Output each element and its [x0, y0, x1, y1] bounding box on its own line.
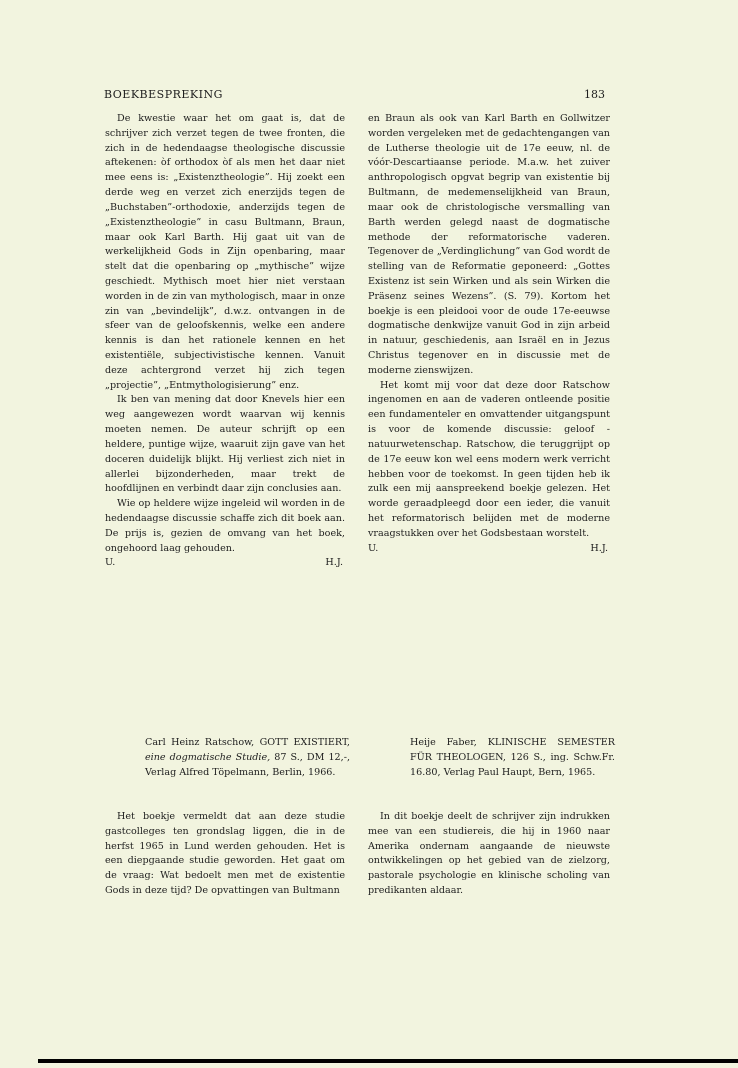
- left-signature: [105, 556, 345, 571]
- bib-details: 87 S., DM 12,-, Verlag Alfred Töpelmann, Berlin, 1966.: [145, 751, 350, 778]
- review-body-faber: [368, 810, 610, 899]
- bibliography-ratschow: [145, 736, 350, 780]
- right-signature: [368, 542, 610, 557]
- running-head: BOEKBESPREKING: [104, 88, 223, 101]
- bib-subtitle: eine dogmatische Studie,: [145, 751, 271, 763]
- left-paragraph-3: Wie op heldere wijze ingeleid wil worden in de hedendaagse discussie schaffe zich dit boek aan. De prijs is, gezien de omvang van het boek, ongehoord laag gehouden.: [105, 498, 345, 554]
- signature-place: U.: [368, 542, 379, 554]
- left-column: [105, 112, 345, 571]
- bibliography-faber: [410, 736, 615, 780]
- bib-entry: Heije Faber, KLINISCHE SEMESTER FÜR THEOLOGEN, 126 S., ing. Schw.Fr. 16.80, Verlag Paul Haupt, Bern, 1965.: [410, 737, 615, 778]
- right-paragraph-2: Het komt mij voor dat deze door Ratschow ingenomen en aan de vaderen ontleende positie een fundamenteler en omvattender uitgangspunt is voor de komende discussie: geloof - natuurwetenschap. Ratschow, die teruggrijpt op de 17e eeuw kon wel eens modern werk verricht hebben voor de toekomst. In geen tijden heb ik zulk een mij aanspreekend boekje gelezen. Het worde geraadpleegd door een ieder, die vanuit het reformatorisch belijden met de moderne vraagstukken over het Godsbestaan worstelt.: [368, 379, 610, 539]
- signature-place: U.: [105, 557, 116, 569]
- left-paragraph-2: Ik ben van mening dat door Knevels hier een weg aangewezen wordt waarvan wij kennis moeten nemen. De auteur schrijft op een heldere, puntige wijze, waaruit zijn gave van het doceren duidelijk blijkt. Hij verliest zich niet in allerlei bijzonderheden, maar trekt de hoofdlijnen en verbindt daar zijn conclusies aan.: [105, 394, 345, 495]
- signature-initials: H.J.: [590, 542, 608, 554]
- review-body-ratschow: [105, 810, 345, 899]
- right-column: [368, 112, 610, 556]
- bib-title: GOTT EXISTIERT,: [259, 737, 350, 748]
- review-paragraph: In dit boekje deelt de schrijver zijn indrukken mee van een studiereis, die hij in 1960 naar Amerika ondernam aangaande de nieuwste ontwikkelingen op het gebied van de zielzorg, pastorale psychologie en klinische scholing van predikanten aldaar.: [368, 811, 610, 897]
- left-paragraph-1: De kwestie waar het om gaat is, dat de schrijver zich verzet tegen de twee fronten, die zich in de hedendaagse theologische discussie aftekenen: òf orthodox òf als men het daar niet mee eens is: „Existenztheologie”. Hij zoekt een derde weg en verzet zich enerzijds tegen de „Buchstaben”-orthodoxie, anderzijds tegen de „Existenztheologie” in casu Bultmann, Braun, maar ook Karl Barth. Hij gaat uit van de werkelijkheid Gods in Zijn openbaring, maar stelt dat die openbaring op „mythische” wijze geschiedt. Mythisch moet hier niet verstaan worden in de zin van mythologisch, maar in onze zin van „bevindelijk”, d.w.z. ontvangen in de sfeer van de geloofskennis, welke een andere kennis is dan het rationele kennen en het existentiële, subjectivistische kennen. Vanuit deze achtergrond verzet hij zich tegen „projectie”, „Entmythologisierung” enz.: [105, 113, 345, 391]
- bib-author: Carl Heinz Ratschow,: [145, 737, 260, 748]
- right-paragraph-1: en Braun als ook van Karl Barth en Gollwitzer worden vergeleken met de gedachtengangen van de Lutherse theologie uit de 17e eeuw, nl. de vóór-Descartiaanse periode. M.a.w. het zuiver anthropologisch opgvat begrip van existentie bij Bultmann, de medemenselijkheid van Braun, maar ook de christologische versmalling van Barth werden gelegd naast de dogmatische methode der reformatorische vaderen. Tegenover de „Verdinglichung” van God wordt de stelling van de Reformatie geponeerd: „Gottes Existenz ist sein Wirken und als sein Wirken die Präsenz seines Wezens”. (S. 79). Kortom het boekje is een pleidooi voor de oude 17e-eeuwse dogmatische denkwijze vanuit God in zijn arbeid in natuur, geschiedenis, aan Israël en in Jezus Christus tegenover en in discussie met de moderne zienswijzen.: [368, 113, 610, 376]
- bottom-rule: [38, 1059, 738, 1063]
- review-paragraph: Het boekje vermeldt dat aan deze studie gastcolleges ten grondslag liggen, die in de herfst 1965 in Lund werden gehouden. Het is een diepgaande studie geworden. Het gaat om de vraag: Wat bedoelt men met de existentie Gods in deze tijd? De opvattingen van Bultmann: [105, 811, 345, 897]
- signature-initials: H.J.: [325, 557, 343, 569]
- page-number: 183: [584, 88, 605, 101]
